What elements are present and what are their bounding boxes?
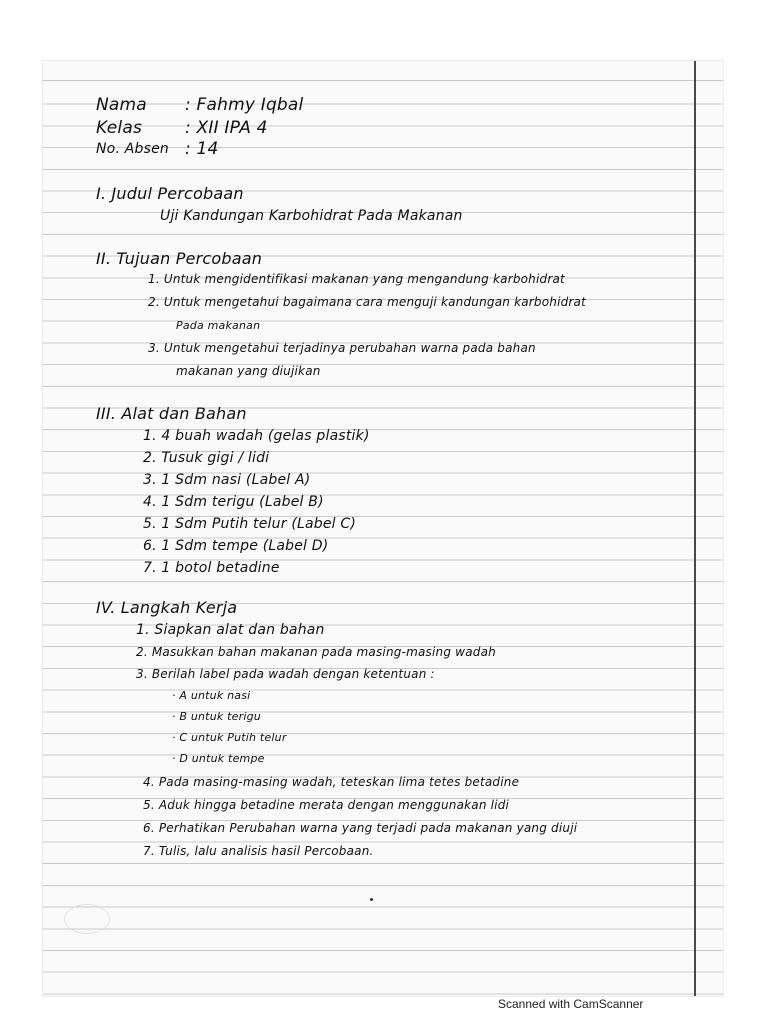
langkah-subitem: · A untuk nasi: [172, 689, 251, 702]
langkah-item: 7. Tulis, lalu analisis hasil Percobaan.: [143, 844, 374, 858]
langkah-subitem: · B untuk terigu: [172, 710, 261, 723]
alat-item: 4. 1 Sdm terigu (Label B): [143, 494, 324, 510]
alat-item: 7. 1 botol betadine: [143, 560, 280, 576]
judul-text: Uji Kandungan Karbohidrat Pada Makanan: [160, 208, 463, 224]
langkah-heading: IV. Langkah Kerja: [96, 598, 238, 617]
alat-item: 6. 1 Sdm tempe (Label D): [143, 538, 329, 554]
langkah-item: 5. Aduk hingga betadine merata dengan menggunakan lidi: [143, 798, 510, 812]
alat-item: 5. 1 Sdm Putih telur (Label C): [143, 516, 357, 532]
kelas-value: : XII IPA 4: [185, 118, 268, 138]
kelas-label: Kelas: [96, 118, 142, 138]
faint-stamp: [64, 904, 110, 934]
langkah-item: 3. Berilah label pada wadah dengan ketentuan :: [136, 667, 435, 681]
ink-dot: [370, 898, 373, 901]
langkah-item: 4. Pada masing-masing wadah, teteskan lima tetes betadine: [143, 775, 520, 789]
alat-heading: III. Alat dan Bahan: [96, 404, 247, 423]
nama-value: : Fahmy Iqbal: [185, 95, 304, 115]
absen-label: No. Absen: [96, 141, 169, 157]
langkah-subitem: · D untuk tempe: [172, 752, 265, 765]
tujuan-item: 1. Untuk mengidentifikasi makanan yang mengandung karbohidrat: [148, 272, 565, 286]
langkah-subitem: · C untuk Putih telur: [172, 731, 287, 744]
absen-value: : 14: [185, 139, 219, 159]
langkah-item: 6. Perhatikan Perubahan warna yang terjadi pada makanan yang diuji: [143, 821, 578, 835]
nama-label: Nama: [96, 95, 147, 115]
alat-item: 1. 4 buah wadah (gelas plastik): [143, 428, 370, 444]
judul-heading: I. Judul Percobaan: [96, 184, 244, 203]
margin-line: [694, 61, 696, 996]
langkah-item: 2. Masukkan bahan makanan pada masing-masing wadah: [136, 645, 496, 659]
scanner-watermark: Scanned with CamScanner: [498, 997, 644, 1011]
alat-item: 2. Tusuk gigi / lidi: [143, 450, 270, 466]
tujuan-item: 2. Untuk mengetahui bagaimana cara menguji kandungan karbohidrat: [148, 295, 587, 309]
tujuan-item: makanan yang diujikan: [176, 364, 321, 378]
tujuan-heading: II. Tujuan Percobaan: [96, 249, 263, 268]
alat-item: 3. 1 Sdm nasi (Label A): [143, 472, 311, 488]
tujuan-item: Pada makanan: [176, 319, 261, 332]
tujuan-item: 3. Untuk mengetahui terjadinya perubahan warna pada bahan: [148, 341, 536, 355]
langkah-item: 1. Siapkan alat dan bahan: [136, 622, 325, 638]
